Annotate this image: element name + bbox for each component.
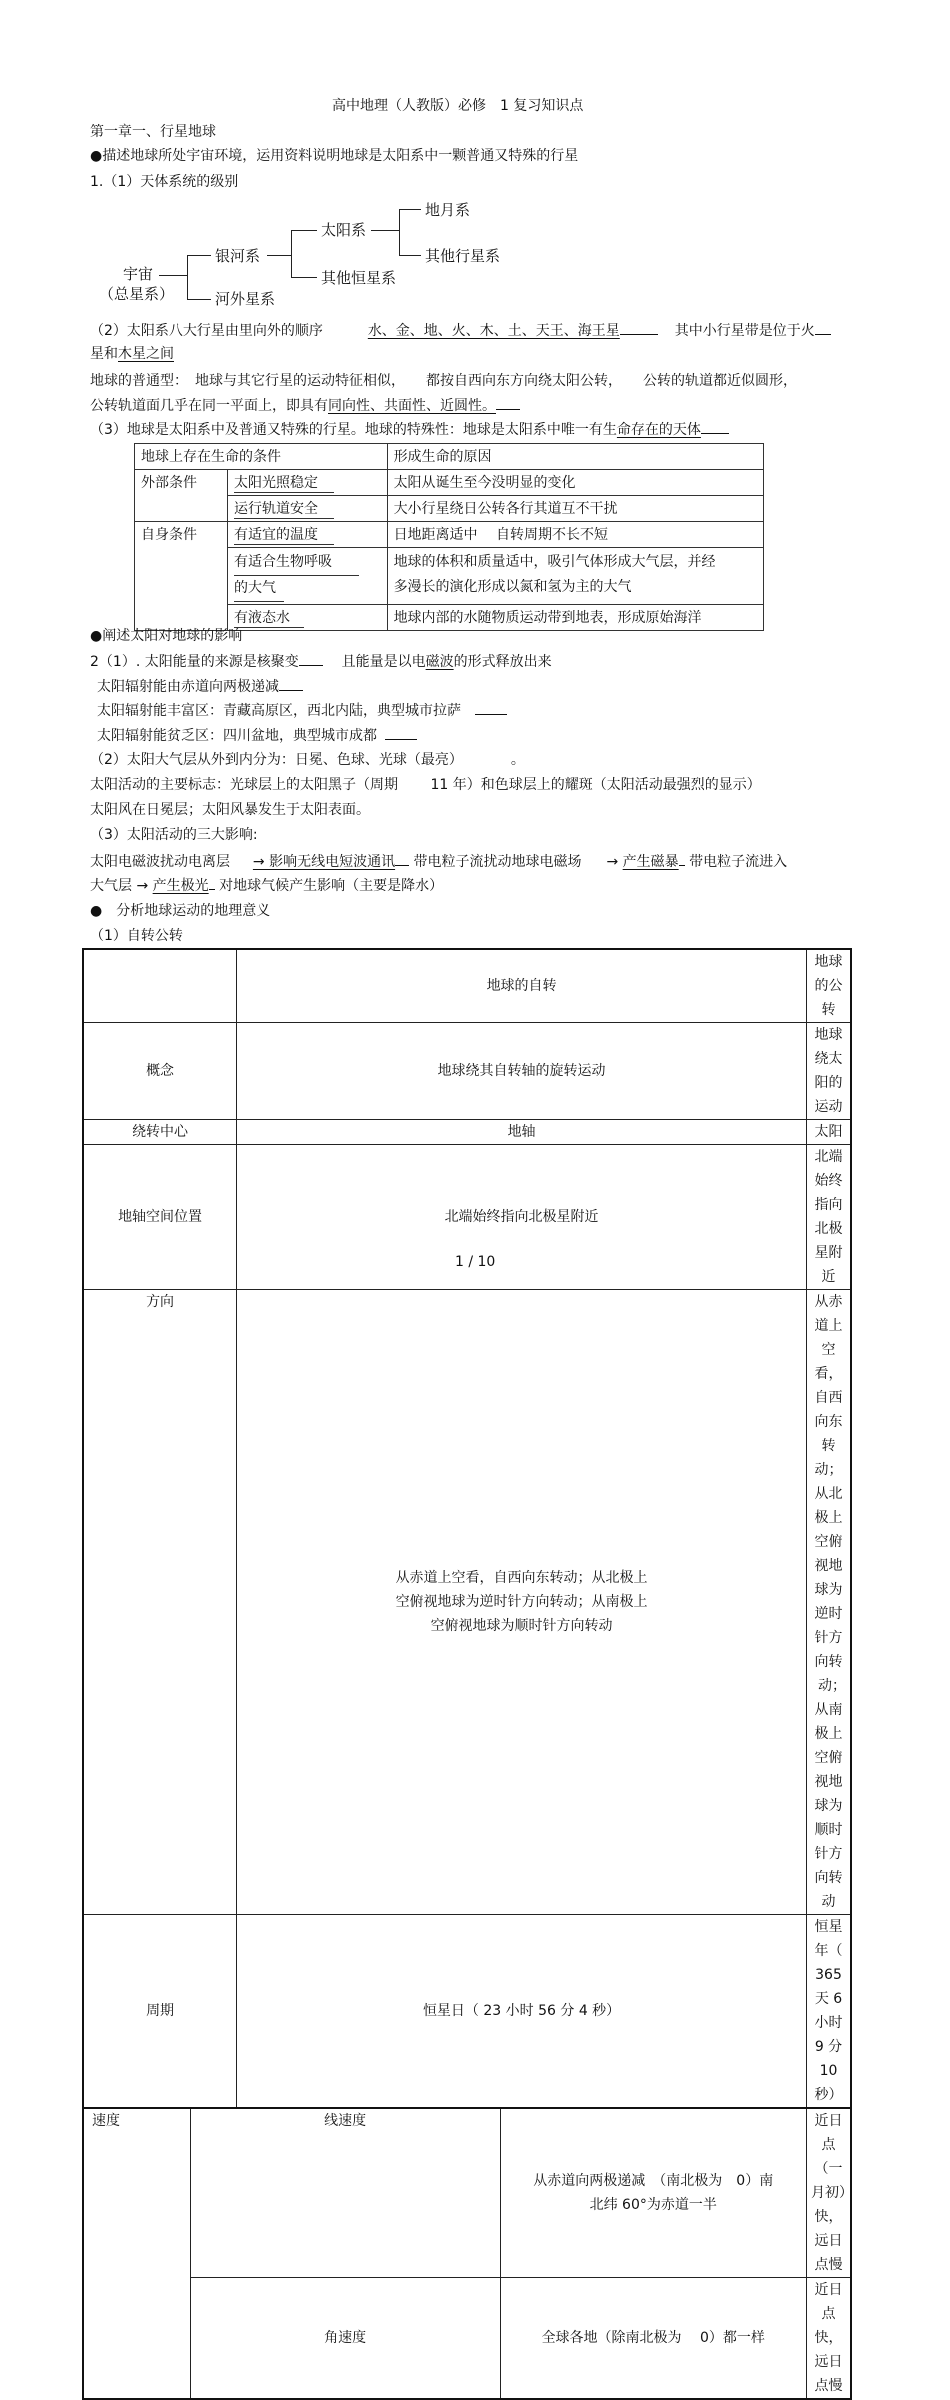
effects-f: 带电粒子流进入 [689,854,788,870]
sun-layers [90,750,525,770]
table-cell: 北纬 60°为赤道一半 [589,2197,717,2213]
chapter-heading: 第一章一、行星地球 [90,124,216,140]
effects-a: 太阳电磁波扰动电离层 [90,854,230,870]
effects-e: 产生磁暴 [622,854,679,870]
bullet-cosmic-environment: ●描述地球所处宇宙环境，运用资料说明地球是太阳系中一颗普通又特殊的行星 [90,148,579,164]
table-cell: 日地距离适中 自转周期不长不短 [387,522,763,548]
connector [291,230,292,277]
row-label: 速度 [83,2108,190,2399]
table-cell: 地轴 [237,1120,807,1145]
planet-order-line2 [90,344,174,364]
planet-order-prefix: （2）太阳系八大行星由里向外的顺序 [90,323,323,339]
sun-energy-line [90,651,552,672]
row-label: 绕转中心 [83,1120,237,1145]
sun-energy-d: 的形式释放出来 [453,654,552,670]
node-universe-sub: （总星系） [99,285,175,303]
connector [399,209,400,255]
effects-g: 大气层 [90,878,132,894]
table-cell: 空俯视地球为逆时针方向转动；从南极上 [395,1594,648,1610]
planet-order-line2-b: 木星之间 [118,346,174,362]
sun-layers-end: 。 [510,752,525,768]
table-cell: 空俯视地球为顺时针方向转动 [430,1618,613,1634]
table-cell: 空俯视地球为逆时针方向转动； 从南极上 [814,1534,858,1742]
table-cell: 从赤道上空看，自西向东转动；从北极上 [814,1294,843,1526]
radiation-decrease [97,676,303,697]
node-other-stars: 其他恒星系 [321,269,397,287]
connector [399,255,421,256]
table-row [83,1023,851,1120]
table-cell: 有适宜的温度 [234,524,334,545]
solar-effects-line2 [90,875,443,896]
radiation-rich [97,700,507,721]
table-cell: 恒星年（ 365 天 6 小时 9 分 10 秒） [807,1915,852,2109]
table-cell: 地球绕太阳的运动 [807,1023,852,1120]
table-header: 地球的公转 [807,949,852,1023]
effects-i: 产生极光 [152,878,209,894]
connector [371,230,399,231]
table-header: 地球的自转 [237,949,807,1023]
table-row [83,2108,851,2278]
asteroid-belt-text: 其中小行星带是位于火 [674,323,815,339]
self-conditions-label: 自身条件 [135,522,228,631]
solar-activity-signs: 太阳活动的主要标志：光球层上的太阳黑子（周期 11 年）和色球层上的耀斑（太阳活动最强烈的显示） [90,777,761,793]
planet-order-line2-a: 星和 [90,346,118,362]
table-cell: 近日点快，远日点慢 [807,2278,852,2400]
connector [399,209,421,210]
table-row [83,1290,851,1915]
table-cell: 太阳 [807,1120,852,1145]
connector [267,255,291,256]
table-row [135,470,764,496]
table-cell: 全球各地（除南北极为 0）都一样 [500,2278,807,2400]
row-sublabel: 角速度 [190,2278,500,2400]
node-universe: 宇宙 [123,265,154,283]
outer-conditions-label: 外部条件 [135,470,228,522]
rotation-revolution-label: （1）自转公转 [90,928,183,944]
table-row [135,522,764,548]
earth-common-line1: 地球的普通型： 地球与其它行星的运动特征相似， 都按自西向东方向绕太阳公转， 公转的轨道都近似圆形， [90,373,797,389]
table-cell: 从赤道上空看，自西向东转动；从北极上 [395,1570,648,1586]
section-1-label: 1.（1）天体系统的级别 [90,174,239,190]
effects-h: → [136,878,149,894]
sun-energy-b: 且能量是以电 [341,654,426,670]
radiation-rich-text: 太阳辐射能丰富区：青藏高原区，西北内陆，典型城市拉萨 [97,703,461,719]
row-label: 方向 [83,1290,237,1915]
life-conditions-table [134,443,764,631]
table-row [83,1915,851,2109]
radiation-poor [97,725,417,746]
table-cell: 近日点（一月初）快，远日点慢 [807,2108,852,2278]
row-label: 地轴空间位置 [83,1145,237,1290]
earth-common-line2-b: 同向性、共面性、近圆性。 [328,398,496,414]
solar-wind: 太阳风在日冕层；太阳风暴发生于太阳表面。 [90,802,370,818]
node-other-galaxies: 河外星系 [215,290,276,308]
bullet-sun-influence: ●阐述太阳对地球的影响 [90,628,243,644]
rotation-revolution-table [82,948,858,2400]
node-other-planets: 其他行星系 [425,247,501,265]
table-cell: 恒星日（ 23 小时 56 分 4 秒） [237,1915,807,2109]
page-number: 1 / 10 [455,1254,496,1270]
connector [187,255,188,299]
table-header: 形成生命的原因 [387,444,763,470]
radiation-poor-text: 太阳辐射能贫乏区：四川盆地，典型城市成都 [97,728,377,744]
sun-layers-text: （2）太阳大气层从外到内分为：日冕、色球、光球（最亮） [90,752,463,768]
node-solar-system: 太阳系 [321,221,367,239]
table-header: 地球上存在生命的条件 [135,444,388,470]
planet-order-answer: 水、金、地、火、木、土、天王、海王星 [367,323,620,339]
row-label: 周期 [83,1915,237,2109]
table-row [83,949,851,1023]
effects-c: 带电粒子流扰动地球电磁场 [413,854,582,870]
effects-b: → 影响无线电短波通讯 [252,854,396,870]
earth-special-line-a: （3）地球是太阳系中及普通又特殊的行星。地球的特殊性：地球是太阳系中唯一有生 [90,422,617,438]
table-cell: 太阳光照稳定 [234,472,334,493]
node-earth-moon: 地月系 [425,201,471,219]
table-row [83,1120,851,1145]
sun-energy-c: 磁波 [425,654,454,670]
row-label: 概念 [83,1023,237,1120]
table-cell: 地球内部的水随物质运动带到地表，形成原始海洋 [387,605,763,631]
table-cell: 有适合生物呼吸 [234,550,359,576]
page-title: 高中地理（人教版）必修 1 复习知识点 [332,98,584,114]
table-row [83,2278,851,2400]
celestial-system-diagram [95,195,525,315]
connector [291,230,317,231]
effects-d: → [606,854,619,870]
bullet-earth-motion: ● 分析地球运动的地理意义 [90,903,271,919]
node-milky-way: 银河系 [215,247,261,265]
table-cell: 地球的体积和质量适中，吸引气体形成大气层，并经 [393,554,716,570]
connector [187,255,211,256]
earth-special-line [90,419,729,440]
table-cell: 多漫长的演化形成以氮和氢为主的大气 [393,579,632,595]
table-cell: 北端始终指向北极星附近 [807,1145,852,1290]
table-row [135,496,764,522]
effects-j: 对地球气候产生影响（主要是降水） [219,878,444,894]
earth-common-line2-a: 公转轨道面几乎在同一平面上，即具有 [90,398,328,414]
table-cell: 北端始终指向北极星附近 [237,1145,807,1290]
table-header [83,949,237,1023]
table-cell: 大小行星绕日公转各行其道互不干扰 [387,496,763,522]
table-cell: 太阳从诞生至今没明显的变化 [387,470,763,496]
row-sublabel: 线速度 [190,2108,500,2278]
table-cell: 地球绕其自转轴的旋转运动 [237,1023,807,1120]
connector [159,275,187,276]
solar-activity-effects-label: （3）太阳活动的三大影响: [90,827,258,843]
table-cell: 运行轨道安全 [234,498,334,519]
sun-energy-a: 2（1）. 太阳能量的来源是核聚变 [90,654,299,670]
solar-effects-line1 [90,851,787,872]
connector [291,277,317,278]
table-row [135,444,764,470]
planet-order-line [90,320,831,341]
earth-common-line2 [90,395,520,416]
table-cell: 从赤道向两极递减 （南北极为 0）南 [533,2173,774,2189]
table-cell: 有液态水 [234,607,304,628]
radiation-decrease-text: 太阳辐射能由赤道向两极递减 [97,679,279,695]
table-cell: 空俯视地球为顺时针方向转动 [814,1750,843,1910]
connector [187,299,211,300]
table-row [135,548,764,605]
earth-special-line-b: 命存在的天体 [616,422,701,438]
table-cell: 的大气 [234,576,284,602]
